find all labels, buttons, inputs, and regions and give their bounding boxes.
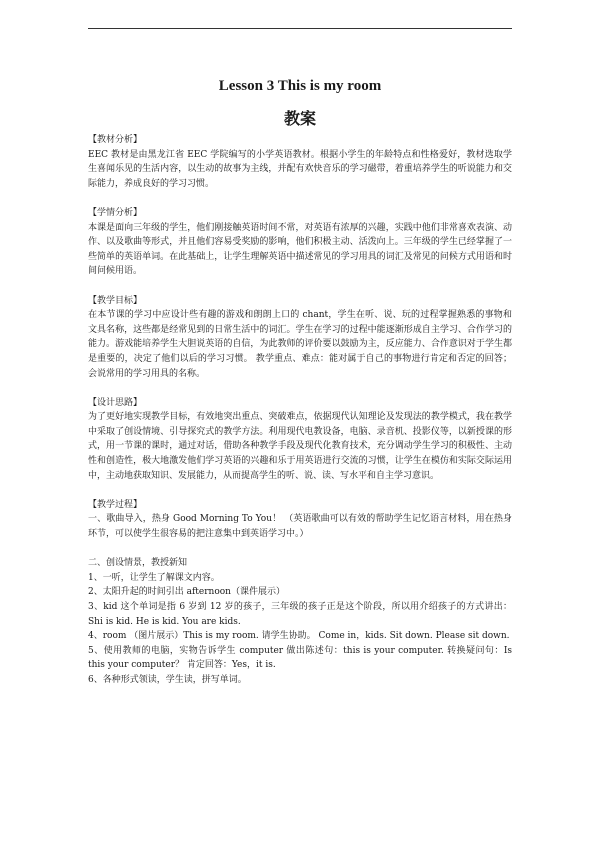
- section-heading-design-ideas: 【设计思路】: [88, 397, 143, 408]
- step-item: 3、kid 这个单词是指 6 岁到 12 岁的孩子，三年级的孩子正是这个阶段，所以用介绍孩子的方式讲出：Shi is kid. He is kid. You are kids.: [88, 602, 512, 627]
- step-item: 4、room （图片展示）This is my room. 请学生协助。 Come in，kids. Sit down. Please sit down.: [88, 631, 510, 642]
- step-item: 1、一听，让学生了解课文内容。: [88, 572, 220, 583]
- paragraph-design-ideas: 为了更好地实现教学目标，有效地突出重点、突破难点，依据现代认知理论及发现法的教学模式，我在教学中采取了创设情境、引导探究式的教学方法。利用现代电教设备，电脑、录音机、投影仪等，以新授课的形式，用一节课的课时，通过对话，借助各种教学手段及现代化教育技术，充分调动学生学习的积极性、主动性和创造性，极大地激发他们学习英语的兴趣和乐于用英语进行交流的习惯，让学生在模仿和实际交际运用中，主动地获取知识、发展能力，从而提高学生的听、说、读、写水平和自主学习意识。: [88, 412, 512, 481]
- paragraph-warm-up: 一、歌曲导入，热身 Good Morning To You！ （英语歌曲可以有效的帮助学生记忆语言材料，用在热身环节，可以使学生很容易的把注意集中到英语学习中。）: [88, 514, 512, 540]
- section-heading-learner-analysis: 【学情分析】: [88, 207, 143, 218]
- section-heading-textbook-analysis: 【教材分析】: [88, 135, 143, 145]
- paragraph-teaching-goals: 在本节课的学习中应设计些有趣的游戏和朗朗上口的 chant，学生在听、说、玩的过程掌握熟悉的事物和文具名称，这些都是经常见到的日常生活中的词汇。学生在学习的过程中能逐渐形成自主学习、合作学习的能力。游戏能培养学生大胆说英语的自信，为此教师的评价要以鼓励为主，反应能力、合作意识对于学生都是重要的，决定了他们以后的学习习惯。 教学重点、难点：能对属于自己的事物进行肯定和否定的回答；会说常用的学习用具的名称。: [88, 310, 512, 379]
- lesson-plan-subtitle: 教案: [283, 109, 316, 128]
- paragraph-learner-analysis: 本课是面向三年级的学生，他们刚接触英语时间不常，对英语有浓厚的兴趣，实践中他们非常喜欢表演、动作、以及歌曲等形式，并且他们容易受奖励的影响，他们积极主动、活泼向上。三年级的学生已经掌握了一些简单的英语单词。在此基础上，让学生理解英语中描述常见的学习用具的词汇及常见的问候方式用语和时间问候用语。: [88, 222, 512, 277]
- header-rule: [88, 28, 512, 29]
- step-item: 6、各种形式领读，学生读，拼写单词。: [88, 674, 247, 685]
- step-item: 5、使用教师的电脑，实物告诉学生 computer 做出陈述句：this is your computer. 转换疑问句：Is this your computer？ 肯定回答：Yes，it is.: [88, 645, 512, 671]
- lesson-title: Lesson 3 This is my room: [218, 78, 382, 94]
- step-item: 2、太阳升起的时间引出 afternoon（课件展示）: [88, 587, 285, 598]
- document-body: [88, 133, 512, 688]
- section-heading-teaching-process: 【教学过程】: [88, 499, 143, 510]
- section-heading-teaching-goals: 【教学目标】: [88, 295, 143, 306]
- section-heading-new-knowledge: 二、创设情景，教授新知: [88, 558, 188, 569]
- paragraph-textbook-analysis: EEC 教材是由黑龙江省 EEC 学院编写的小学英语教材。根据小学生的年龄特点和性格爱好，教材选取学生喜闻乐见的生活内容，以生动的故事为主线，并配有欢快音乐的学习磁带，着重培养学生的听说能力和交际能力，养成良好的学习习惯。: [88, 149, 512, 189]
